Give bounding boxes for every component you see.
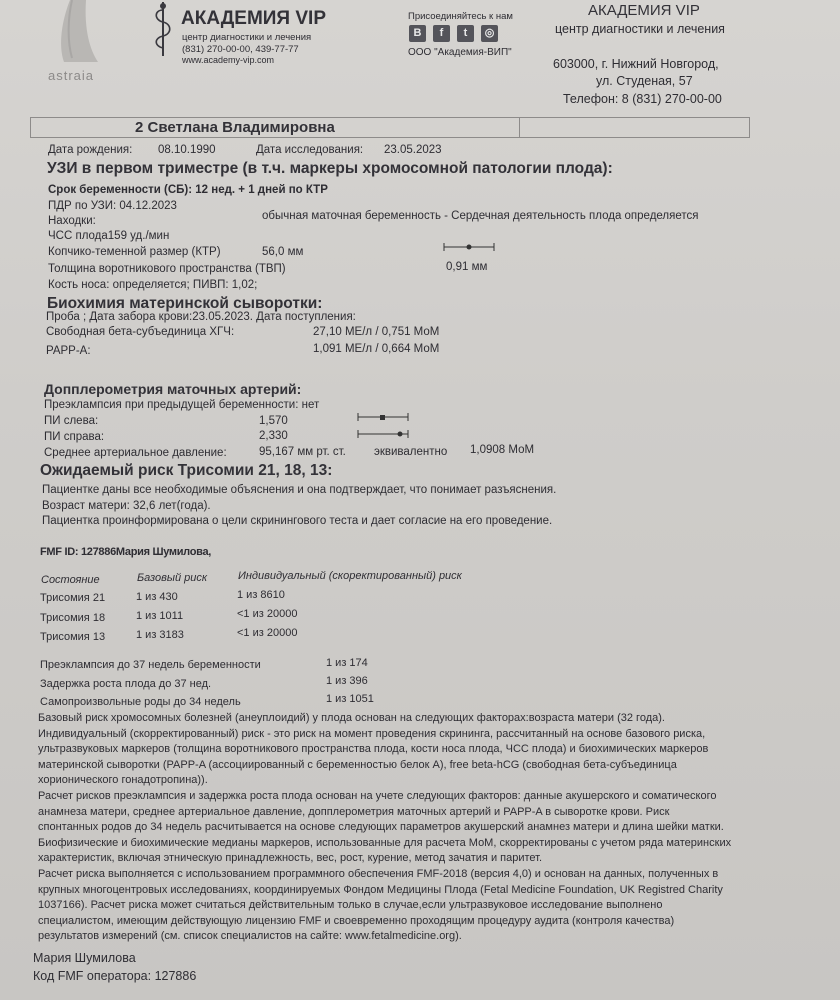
note-line: хорионического гонадотропина)). bbox=[38, 774, 208, 787]
map-mom: 1,0908 МоМ bbox=[470, 444, 535, 456]
range-marker-icon bbox=[356, 427, 412, 439]
pi-right-label: ПИ справа: bbox=[44, 431, 105, 443]
note-line: Расчет риска выполняется с использованием программного обеспечения FMF-2018 (версия 4,0) и основан на данных, полученных в bbox=[38, 867, 719, 880]
note-line: материнской сыворотки (PAPP-A (ассоциированный с беременностью белок А), free beta-hCG (свободная бета-субъединица bbox=[38, 758, 677, 771]
nose-bone: Кость носа: определяется; ПИВП: 1,02; bbox=[48, 279, 258, 291]
table-cell: 1 из 8610 bbox=[237, 589, 285, 601]
logo-name: АКАДЕМИЯ VIP bbox=[181, 8, 326, 29]
exam-date: 23.05.2023 bbox=[384, 144, 442, 156]
col-state: Состояние bbox=[41, 574, 100, 586]
tvp-label: Толщина воротникового пространства (ТВП) bbox=[48, 263, 286, 275]
ktr-value: 56,0 мм bbox=[262, 246, 304, 258]
note-line: крупных многоцентровых исследованиях, координируемых Фондом Медицины Плода (Fetal Medicine Foundation, UK Registred Charity bbox=[38, 883, 723, 896]
operator-overlap: FMF ID: 127886Мария Шумилова, bbox=[40, 546, 212, 558]
note-line: спонтанных родов до 34 недель расчитывается на основе следующих параметров акушерский анамнез матери и длина шейки матки. bbox=[38, 821, 724, 834]
note-line: специалистом, имеющим действующую лицензию FMF и своевременно проходящим процедуру аудита (контроля качества) bbox=[38, 914, 675, 927]
uzi-title: УЗИ в первом триместре (в т.ч. маркеры хромосомной патологии плода): bbox=[47, 160, 613, 177]
note-line: 1037166). Расчет риска может считаться действительным только в случае,если ультразвуковое исследование выполнено bbox=[38, 899, 663, 912]
logo-subtitle: центр диагностики и лечения bbox=[182, 32, 312, 43]
social-label: Присоединяйтесь к нам bbox=[408, 11, 513, 22]
table-cell: 1 из 1011 bbox=[136, 610, 184, 622]
phone: Телефон: 8 (831) 270-00-00 bbox=[563, 92, 722, 106]
heart-rate: ЧСС плода159 уд./мин bbox=[48, 230, 170, 242]
pdr: ПДР по УЗИ: 04.12.2023 bbox=[48, 200, 177, 212]
patient-name: 2 Светлана Владимировна bbox=[135, 119, 335, 136]
note-line: ультразвуковых маркеров (толщина воротникового пространства плода, кости носа плода, ЧСС плода) и биохимических маркеров bbox=[38, 743, 709, 756]
tvp-value: 0,91 мм bbox=[446, 261, 488, 273]
bio-title: Биохимия материнской сыворотки: bbox=[47, 295, 323, 312]
extra-risk-value: 1 из 396 bbox=[326, 675, 368, 687]
table-cell: 1 из 430 bbox=[136, 591, 178, 603]
pregnancy-term: Срок беременности (СБ): 12 нед. + 1 дней по КТР bbox=[48, 184, 328, 196]
note-line: результатов измерений (см. список специалистов на сайте: www.fetalmedicine.org). bbox=[38, 930, 462, 943]
hcg-value: 27,10 МЕ/л / 0,751 МоМ bbox=[313, 326, 440, 338]
extra-risk-value: 1 из 1051 bbox=[326, 693, 374, 705]
col-individual: Индивидуальный (скоректированный) риск bbox=[238, 570, 462, 582]
astraia-logo-text: astraia bbox=[48, 68, 95, 83]
findings-value: обычная маточная беременность - Сердечная деятельность плода определяется bbox=[262, 210, 699, 222]
table-cell: 1 из 3183 bbox=[136, 629, 184, 641]
preeclampsia-prev: Преэклампсия при предыдущей беременности: нет bbox=[44, 399, 320, 411]
map-label: Среднее артериальное давление: bbox=[44, 447, 227, 459]
note-line: характеристик, включая этническую принадлежность, вес, рост, курение, метод зачатия и паритет. bbox=[38, 852, 543, 865]
doppler-title: Допплерометрия маточных артерий: bbox=[44, 381, 302, 397]
range-marker-icon bbox=[356, 410, 412, 422]
twitter-icon[interactable]: t bbox=[457, 25, 474, 42]
extra-risk-value: 1 из 174 bbox=[326, 657, 368, 669]
pi-left-label: ПИ слева: bbox=[44, 415, 99, 427]
right-subtitle: центр диагностики и лечения bbox=[555, 22, 725, 36]
address-line-2: ул. Студеная, 57 bbox=[596, 74, 693, 88]
table-cell: <1 из 20000 bbox=[237, 608, 298, 620]
map-equiv: эквивалентно bbox=[374, 446, 448, 458]
right-title: АКАДЕМИЯ VIP bbox=[588, 2, 700, 19]
notes-block bbox=[38, 711, 731, 945]
note-line: анамнеза матери, среднее артериальное давление, допплерометрия маточных артерий и PAPP-A в сыворотке крови. Риск bbox=[38, 805, 670, 818]
exam-label: Дата исследования: bbox=[256, 144, 364, 156]
vk-icon[interactable]: В bbox=[409, 25, 426, 42]
birth-label: Дата рождения: bbox=[48, 144, 133, 156]
hcg-label: Свободная бета-субъединица ХГЧ: bbox=[46, 326, 235, 338]
operator-code: Код FMF оператора: 127886 bbox=[33, 969, 197, 983]
logo-web: www.academy-vip.com bbox=[182, 55, 275, 65]
table-row: Трисомия 21 bbox=[40, 592, 106, 604]
logo-phone: (831) 270-00-00, 439-77-77 bbox=[182, 44, 299, 55]
note-line: Расчет рисков преэклампсия и задержка роста плода основан на учете следующих факторов: данные акушерского и соматического bbox=[38, 789, 717, 802]
table-row: Трисомия 13 bbox=[40, 631, 106, 643]
pappa-label: PAPP-A: bbox=[46, 345, 91, 357]
pi-left-value: 1,570 bbox=[259, 415, 288, 427]
address-line-1: 603000, г. Нижний Новгород, bbox=[553, 57, 719, 71]
facebook-icon[interactable]: f bbox=[433, 25, 450, 42]
extra-risk-label: Самопроизвольные роды до 34 недель bbox=[40, 696, 241, 708]
company-name: ООО "Академия-ВИП" bbox=[408, 47, 512, 58]
map-value: 95,167 мм рт. ст. bbox=[259, 446, 346, 458]
pappa-value: 1,091 МЕ/л / 0,664 МоМ bbox=[313, 343, 440, 355]
range-marker-icon bbox=[442, 240, 498, 252]
table-row: Трисомия 18 bbox=[40, 612, 106, 624]
table-cell: <1 из 20000 bbox=[237, 627, 298, 639]
risk-title: Ожидаемый риск Трисомии 21, 18, 13: bbox=[40, 462, 333, 479]
note-line: Биофизические и биохимические медианы маркеров, использованные для расчета МоМ, скорректированы с учетом ряда материнских bbox=[38, 836, 732, 849]
note-line: Индивидуальный (скорректированный) риск - это риск на момент проведения скрининга, рассчитанный на основе базового риска, bbox=[38, 727, 706, 740]
operator-name: Мария Шумилова bbox=[33, 951, 136, 965]
risk-line-2: Возраст матери: 32,6 лет(года). bbox=[42, 500, 211, 512]
birth-date: 08.10.1990 bbox=[158, 144, 216, 156]
extra-risk-label: Преэклампсия до 37 недель беременности bbox=[40, 659, 261, 671]
instagram-icon[interactable]: ◎ bbox=[481, 25, 498, 42]
academy-emblem bbox=[150, 0, 176, 58]
pi-right-value: 2,330 bbox=[259, 430, 288, 442]
findings-label: Находки: bbox=[48, 215, 96, 227]
col-base: Базовый риск bbox=[137, 572, 208, 584]
note-line: Базовый риск хромосомных болезней (анеуплоидий) у плода основан на следующих факторах:возраста матери (32 года). bbox=[38, 712, 665, 724]
ktr-label: Копчико-теменной размер (КТР) bbox=[48, 246, 221, 258]
risk-line-3: Пациентка проинформирована о цели скринингового теста и дает согласие на его проведение. bbox=[42, 515, 553, 527]
extra-risk-label: Задержка роста плода до 37 нед. bbox=[40, 678, 212, 690]
bio-sample: Проба ; Дата забора крови:23.05.2023. Дата поступления: bbox=[46, 311, 356, 323]
risk-line-1: Пациентке даны все необходимые объяснения и она подтверждает, что понимает разъяснения. bbox=[42, 484, 557, 496]
